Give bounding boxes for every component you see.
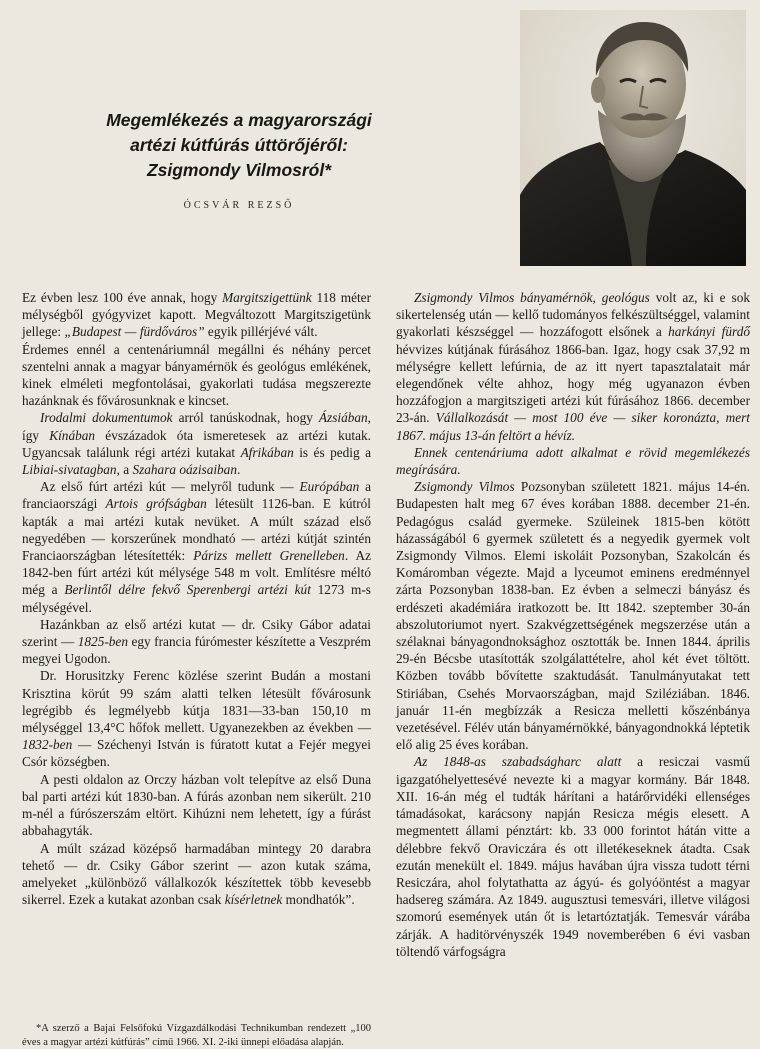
body-text: létesült 1126-ban. E kútról kapták a mai artézi kutak nevüket. A múlt század első negyedében — korszerűnek mondható — artézi kútját szintén Franciaországban létesítették:	[22, 496, 371, 564]
body-text: egyik pillérjévé vált.	[204, 324, 318, 340]
body-text: , így	[22, 410, 371, 443]
body-text: .	[236, 462, 241, 478]
body-text: évszázadok óta ismeretesek az artézi kutak. Ugyancsak találunk régi artézi kutakat	[22, 427, 371, 460]
body-text: A pesti oldalon az Orczy házban volt telepítve az első Duna bal parti artézi kút 1830-ban. A fúrás azonban nem sikerült. 210 m-nél a fúrószerszám eltört. Kihúzni nem lehetett, így a fúrást abbahagyták.	[22, 771, 371, 839]
paragraph	[22, 478, 371, 616]
emphasis-text: Artois grófságban	[105, 496, 207, 512]
body-text: Pozsonyban született 1821. május 14-én. Budapesten halt meg 67 éves korában 1888. december 21-én. Pedagógus család gyermeke. Szüleinek 1815-ben kötött házasságából 6 gyermek született és a negyedik gyermek volt Zsigmondy Vilmos. Elemi iskoláit Pozsonyban, Szakolcán és Komáromban végezte. Majd a lyceumot eminens eredménnyel zárta Pozsonyban 1838-ban. Ez évben a selmeczi bányász és erdészeti akadémiára iratkozott be. Itt 1842. szeptember 30-án abszolutoriumot nyert. Szakvégzettségének megszerzése után a szélaknai bányagondnoksághoz osztották be. Innen 1844. április 29-én Bécsbe utasították szolgálattételre, ahol két évet töltött. Közben tovább bővítette szaktudását. Tanulmányutakat tett Stiriában, Csehés Morvaországban, majd Sziléziában. 1846. január 11-én megbízzák a Resicza melletti kőszénbánya vezetésével. Félév után bányamérnökké, bányagondnokká léptetik elő alig 25 éves korában.	[396, 479, 750, 753]
paragraph	[22, 667, 371, 770]
emphasis-text: Afrikában	[240, 444, 294, 460]
paragraph	[396, 478, 750, 753]
paragraph	[22, 840, 371, 909]
article-title	[80, 108, 398, 183]
body-text: . Az 1842-ben fúrt artézi kút mélysége 548 m volt. Említésre méltó még a	[22, 548, 372, 598]
left-column	[22, 289, 371, 908]
emphasis-text: Párizs mellett Grenelleben	[193, 548, 345, 564]
emphasis-text: Ennek centenáriuma adott alkalmat e rövid megemlékezés megírására.	[396, 444, 750, 478]
body-text: mondhatók”.	[282, 892, 355, 908]
emphasis-text: Vállalkozását — most 100 éve — siker koronázta, mert 1867. május 13-án feltört a hévíz.	[396, 410, 750, 443]
emphasis-text: Szahara oázisaiban	[132, 462, 237, 478]
paragraph	[22, 771, 371, 840]
body-text: 1273 m-s mélységével.	[22, 582, 371, 615]
body-text: Hazánkban az első artézi kutat — dr. Csiky Gábor adatai szerint —	[22, 616, 371, 650]
body-text: egy francia fúrómester készítette a Veszprém megyei Ugodon.	[22, 634, 371, 667]
emphasis-text: Európában	[299, 479, 360, 495]
body-text: Érdemes ennél a centenáriumnál megállni és néhány percet szentelni annak a magyar bányamérnök és geológus emlékének, kinek elméleti megfontolásai, gyakorlati tudása megszerezte hazánknak és fővárosunknak e kincset.	[22, 341, 371, 409]
emphasis-text: 1832-ben	[22, 737, 73, 753]
title-line-3: Zsigmondy Vilmosról*	[146, 160, 332, 180]
author-name: ÓCSVÁR REZSŐ	[183, 200, 295, 211]
emphasis-text: „Budapest — fürdőváros”	[64, 324, 205, 340]
emphasis-text: Kínában	[49, 427, 96, 443]
paragraph	[22, 616, 371, 668]
title-line-2: artézi kútfúrás úttörőjéről:	[130, 135, 348, 155]
body-text: 118 méter mélységből gyógyvizet kapott. Megváltozott Margitszigetünk jellege:	[22, 290, 371, 340]
paragraph	[22, 409, 371, 478]
body-text: is és pedig a	[293, 444, 371, 460]
body-text: Az első fúrt artézi kút — melyről tudunk —	[40, 479, 300, 495]
body-text: a resiczai vasmű igazgatóhelyettesévé nevezte ki a magyar kormány. Bár 1848. XII. 16-án még el tudták hárítani a határőrvidéki ellenséges támadásokat, karácsony napján Resicza mégis elesett. A megmentett állami pénztárt: kb. 33 000 forintot hátán vitte a délebbre fekvő Oraviczára és ott illetékeseknek átadta. Csak ezután menekült el. 1849. május havában újra vissza tudott térni Resiczára, ahol folytathatta az ágyú- és golyóöntést a magyar hadsereg számára. Az 1849. augusztusi temesvári, illetve világosi szomorú események után őt is letartóztatják. Temesvár várába zárják. A haditörvényszék 1949 novemberében 6 évi vasban töltendő várfogságra	[396, 754, 750, 959]
emphasis-text: 1825-ben	[77, 634, 128, 650]
body-text: — Széchenyi István is fúratott kutat a Fejér megyei Csór községben.	[22, 737, 371, 770]
portrait-image	[520, 10, 746, 266]
paragraph	[22, 289, 371, 341]
emphasis-text: Zsigmondy Vilmos bányamérnök, geológus	[414, 290, 650, 305]
emphasis-text: Ázsiában	[318, 410, 368, 426]
body-text: A múlt század középső harmadában mintegy 20 darabra tehető — dr. Csiky Gábor szerint — azon kutak száma, amelyeket „különböző vállalkozók készítettek több kevesebb sikerrel. Ezek a kutakat azonban csak	[22, 840, 371, 908]
paragraph	[22, 341, 371, 410]
body-text: volt az, ki e sok sikertelenség után — kellő tudományos felkészültséggel, valamint gyakorlati készséggel — hozzáfogott elsőnek a	[396, 290, 750, 340]
body-text: Ez évben lesz 100 éve annak, hogy	[22, 290, 223, 305]
emphasis-text: harkányi fürdő	[668, 324, 750, 340]
emphasis-text: Libiai-sivatagban	[22, 462, 117, 478]
paragraph	[396, 289, 750, 444]
paragraph	[396, 444, 750, 478]
emphasis-text: Margitszigettünk	[222, 290, 312, 305]
body-text: a franciaországi	[22, 479, 371, 512]
body-text: hévvizes kútjának fúrásához 1866-ban. Igaz, hogy csak 37,92 m mélységre kellett lefúrnia, de az itt nyert tapasztalatait már elegendőnek vélte ahhoz, hogy még ugyanazon évben hozzáfogjon a margitszigeti artézi kút fúrásához 1866. december 23-án.	[396, 341, 750, 426]
title-line-1: Megemlékezés a magyarországi	[106, 110, 372, 130]
paragraph	[396, 753, 750, 959]
footnote-text: *A szerző a Bajai Felsőfokú Vízgazdálkodási Technikumban rendezett „100 éves a magyar artézi kútfúrás” című 1966. XI. 2-iki ünnepi előadása alapján.	[22, 1023, 371, 1048]
footnote	[22, 1022, 371, 1049]
emphasis-text: Irodalmi dokumentumok	[40, 410, 173, 426]
body-text: Dr. Horusitzky Ferenc közlése szerint Budán a mostani Krisztina körút 99 szám alatti telken létesült fővárosunk legrégibb és legmélyebb kútja 1831—33-ban 150,10 m mélységgel 13,4°C hőfok mellett. Ugyanezekben az években —	[22, 668, 371, 736]
emphasis-text: Berlintől délre fekvő Sperenbergi artézi kút	[64, 582, 311, 598]
body-text: , a	[116, 462, 133, 478]
portrait-photo	[520, 10, 746, 266]
body-text: arról tanúskodnak, hogy	[172, 410, 319, 426]
emphasis-text: kísérletnek	[224, 892, 283, 908]
right-column	[396, 289, 750, 960]
emphasis-text: Zsigmondy Vilmos	[414, 479, 515, 495]
emphasis-text: Az 1848-as szabadságharc alatt	[414, 754, 622, 770]
